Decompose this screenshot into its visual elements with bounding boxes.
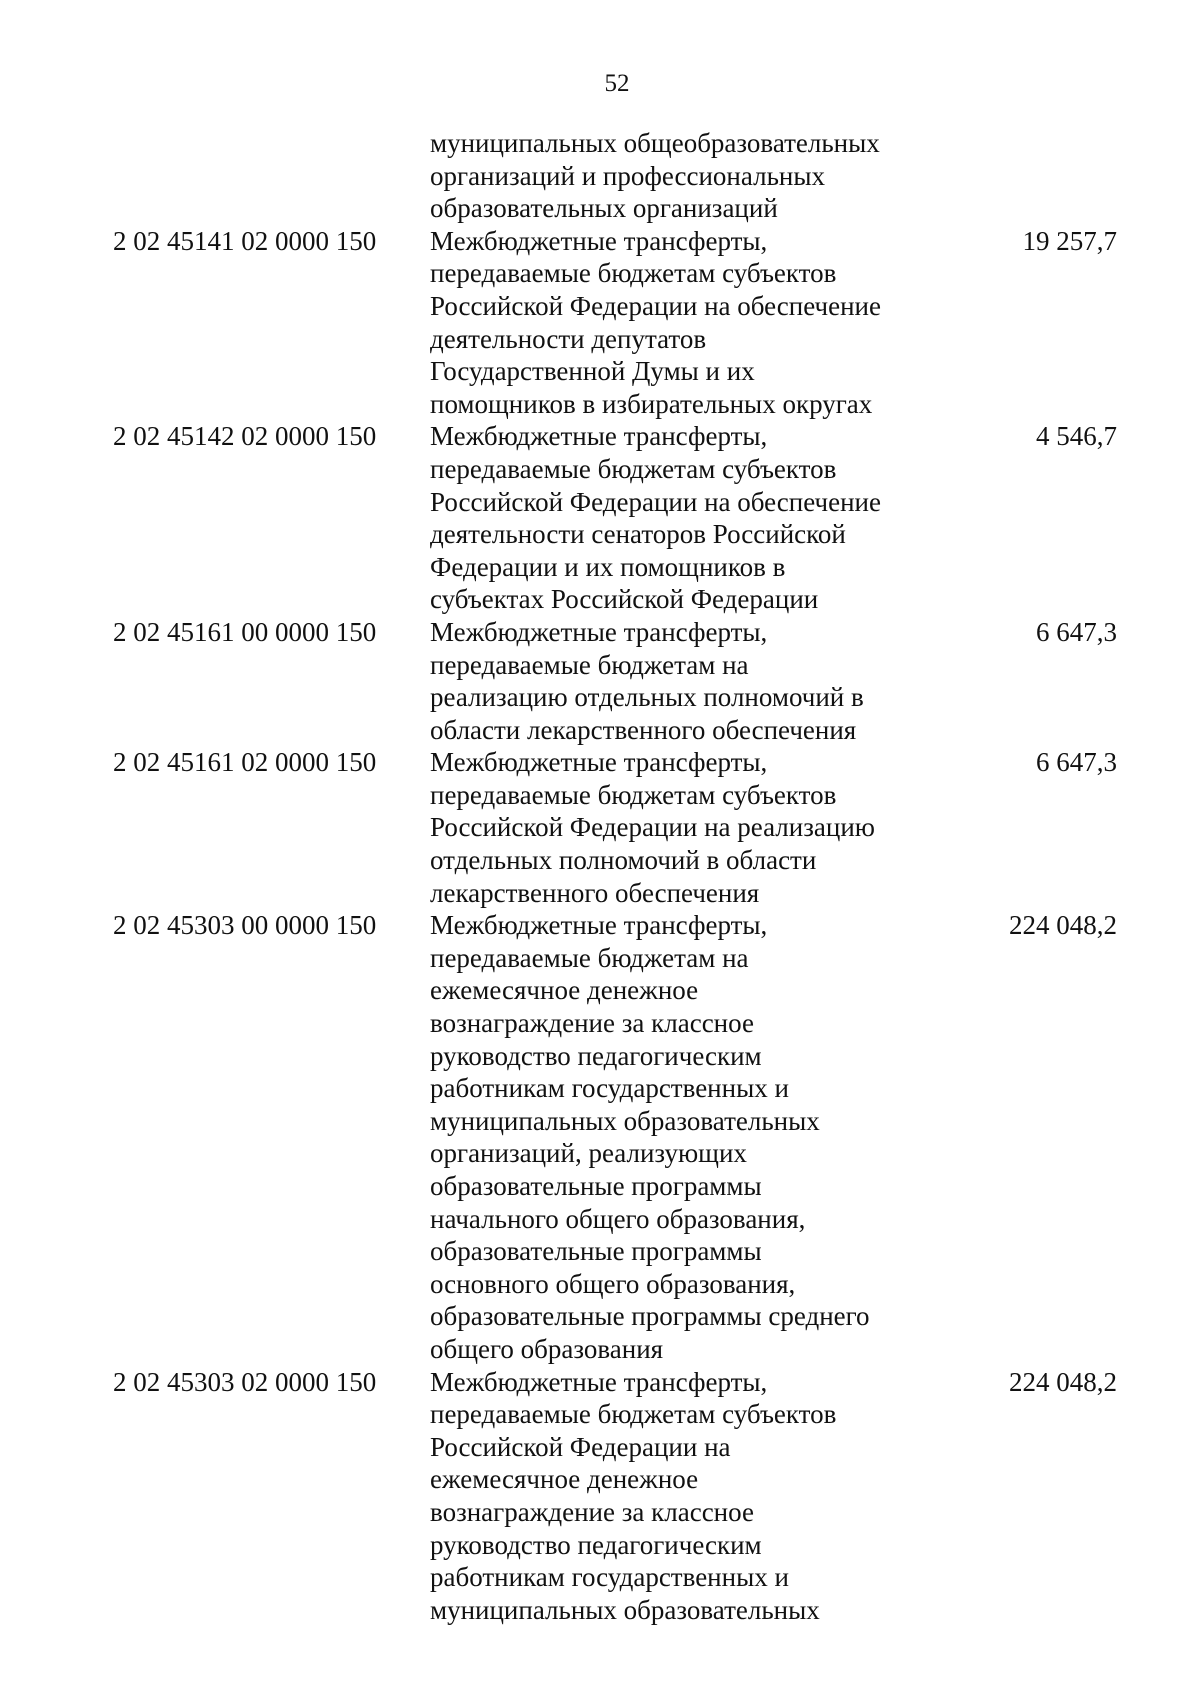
row-amount: 6 647,3: [1036, 616, 1117, 647]
row-description: Межбюджетные трансферты, передаваемые бюджетам субъектов Российской Федерации на обеспечение деятельности депутатов Государственной Думы и их помощников в избирательных округах: [430, 225, 881, 419]
budget-table: [0, 127, 1200, 1626]
row-amount: 224 048,2: [1009, 1366, 1117, 1397]
row-description: Межбюджетные трансферты, передаваемые бюджетам на реализацию отдельных полномочий в области лекарственного обеспечения: [430, 616, 864, 745]
budget-code: 2 02 45303 00 0000 150: [113, 910, 377, 941]
row-amount: 224 048,2: [1009, 910, 1117, 941]
table-row: [0, 225, 1200, 421]
table-row: [0, 420, 1200, 616]
row-description: Межбюджетные трансферты, передаваемые бюджетам субъектов Российской Федерации на ежемесячное денежное вознаграждение за классное руководство педагогическим работникам государственных и муниципальных образовательных: [430, 1366, 837, 1625]
budget-code: 2 02 45142 02 0000 150: [113, 421, 377, 452]
budget-code: 2 02 45141 02 0000 150: [113, 225, 377, 256]
row-amount: 4 546,7: [1036, 421, 1117, 452]
page-number: 52: [604, 70, 630, 97]
table-row: [0, 909, 1200, 1365]
row-description: Межбюджетные трансферты, передаваемые бюджетам субъектов Российской Федерации на обеспечение деятельности сенаторов Российской Федерации и их помощников в субъектах Российской Федерации: [430, 421, 881, 615]
table-row: [0, 746, 1200, 909]
row-description: Межбюджетные трансферты, передаваемые бюджетам на ежемесячное денежное вознаграждение за классное руководство педагогическим работникам государственных и муниципальных образовательных организаций, реализующих образовательные программы начального общего образования, образовательные программы основного общего образования, образовательные программы среднего общего образования: [430, 910, 870, 1364]
table-row: [0, 616, 1200, 746]
row-amount: 6 647,3: [1036, 747, 1117, 778]
table-row: [0, 1366, 1200, 1627]
row-description: Межбюджетные трансферты, передаваемые бюджетам субъектов Российской Федерации на реализацию отдельных полномочий в области лекарственного обеспечения: [430, 747, 875, 908]
continued-description: муниципальных общеобразовательных организаций и профессиональных образовательных организаций: [430, 128, 880, 224]
budget-code: 2 02 45161 02 0000 150: [113, 747, 377, 778]
budget-code: 2 02 45303 02 0000 150: [113, 1366, 377, 1397]
budget-code: 2 02 45161 00 0000 150: [113, 616, 377, 647]
row-amount: 19 257,7: [1022, 225, 1117, 256]
